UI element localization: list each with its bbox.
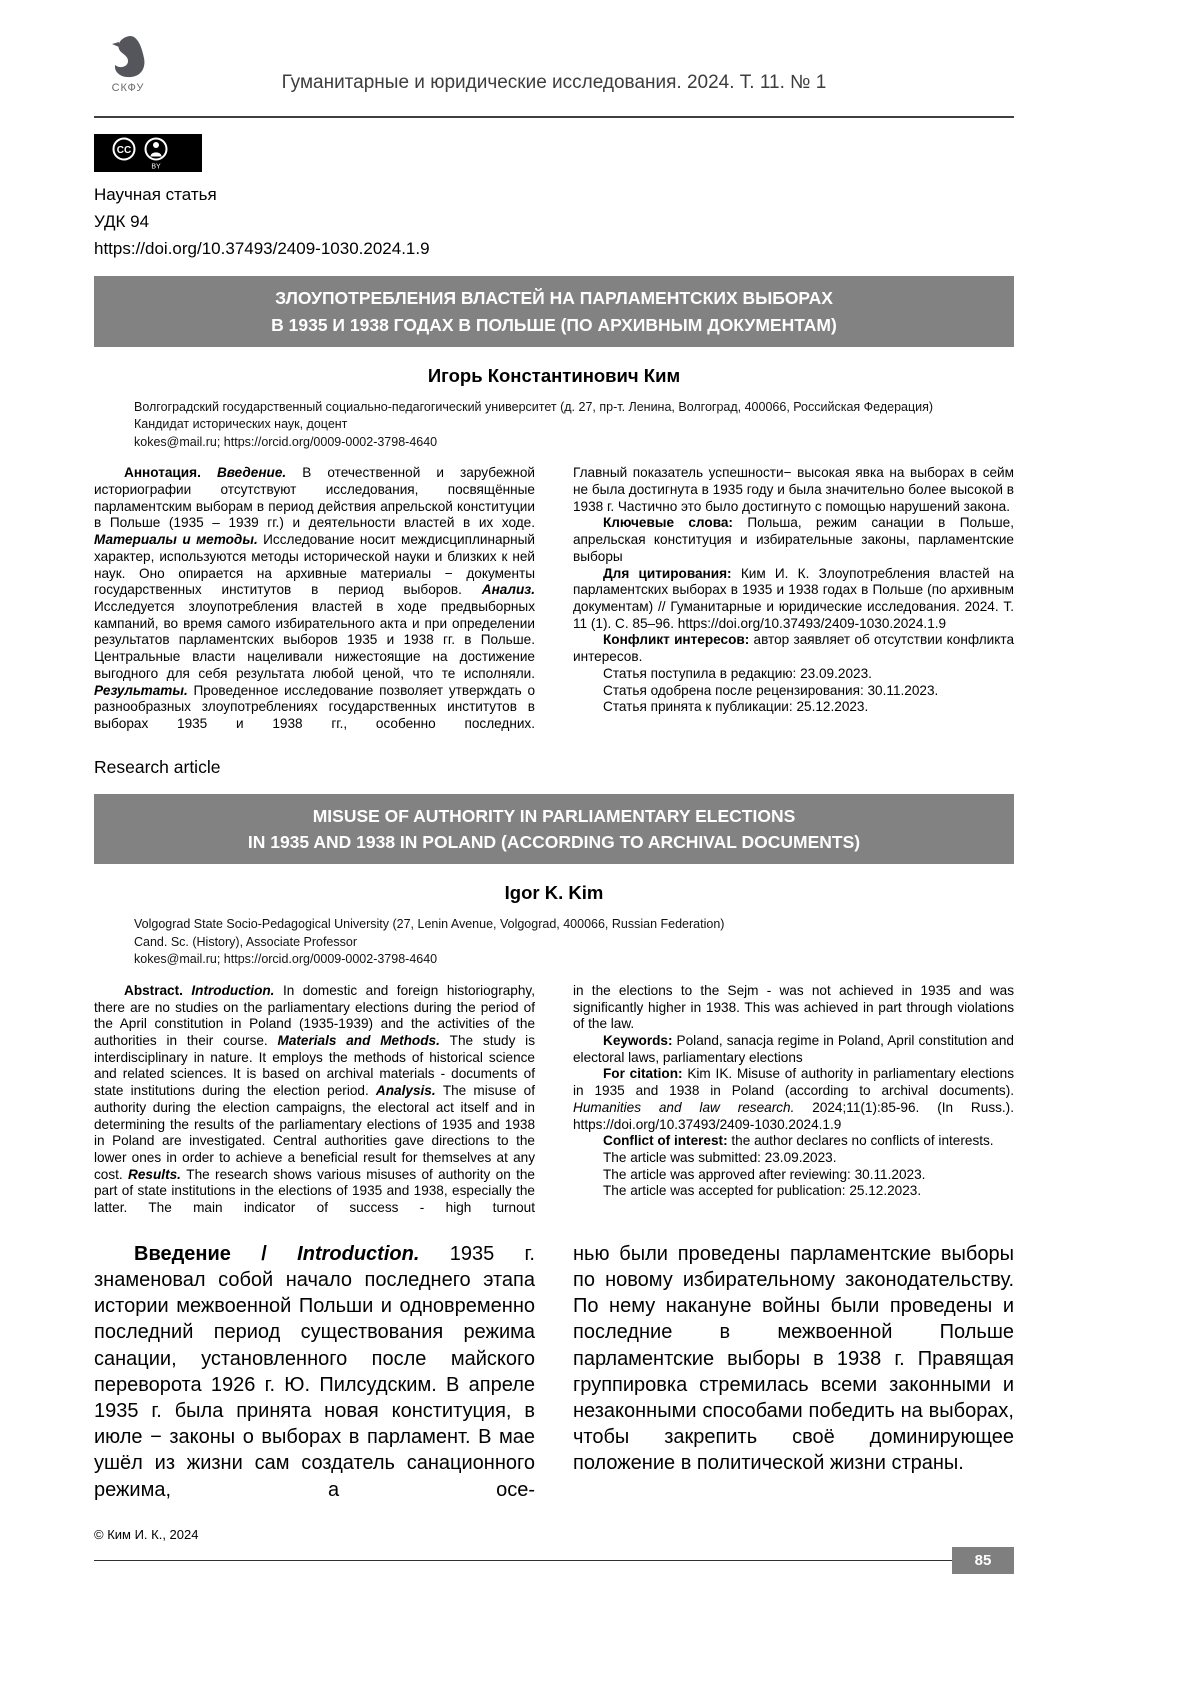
affiliation-ru	[94, 399, 1014, 452]
affiliation-ru-university: Волгоградский государственный социально-педагогический университет (д. 27, пр-т. Ленина, Волгоград, 400066, Российская Федерация)	[134, 399, 934, 414]
affiliation-en-degree: Cand. Sc. (History), Associate Professor	[134, 934, 357, 949]
abstract-en-right-column: in the elections to the Sejm - was not achieved in 1935 and was significantly higher in 1938. This was achieved in part through violations of the law. Keywords: Poland, sanacja regime in Poland, April constitution and electoral laws, parliamentary elections For citation: Kim IK. Misuse of authority in parliamentary elections in 1935 and 1938 in Poland (according to archival documents). Humanities and law research. 2024;11(1):85-96. (In Russ.). https://doi.org/10.37493/2409-1030.2024.1.9 Conflict of interest: the author declares no conflicts of interests. The article was submitted: 23.09.2023. The article was approved after reviewing: 30.11.2023. The article was accepted for publication: 25.12.2023.	[573, 982, 1014, 1199]
page-number-badge: 85	[952, 1547, 1014, 1574]
abstract-en-left-column: Abstract. Introduction. In domestic and foreign historiography, there are no studies on the parliamentary elections during the period of the April constitution in Poland (1935-1939) and the activities of the authorities in their course. Materials and Methods. The study is interdisciplinary in nature. It employs the methods of historical science and related sciences. It is based on archival materials - documents of state institutions during the election period. Analysis. The misuse of authority during the election campaigns, the electoral act itself and in determining the results of the parliamentary elections of 1935 and 1938 in Poland are investigated. Central authorities gave directions to the lower ones in order to achieve a beneficial result for themselves at any cost. Results. The research shows various misuses of authority on the part of state institutions in the elections of 1935 and 1938, especially the latter. The main indicator of success - high turnout	[94, 982, 536, 1216]
article-title-en-line2: IN 1935 AND 1938 IN POLAND (ACCORDING TO ARCHIVAL DOCUMENTS)	[247, 832, 861, 853]
svg-text:BY: BY	[151, 163, 161, 171]
article-title-ru	[94, 276, 1014, 347]
author-name-ru: Игорь Константинович Ким	[427, 364, 681, 386]
article-type-en: Research article	[94, 756, 221, 777]
body-left-column: Введение / Introduction. 1935 г. знаменовал собой начало последнего этапа истории межвоенной Польши и одновременно последний период существования режима санации, установленного после майского переворота 1926 г. Ю. Пилсудским. В апреле 1935 г. была принята новая конституция, в июле − законы о выборах в парламент. В мае ушёл из жизни сам создатель санационного режима, а осе-	[94, 1242, 535, 1501]
masthead	[94, 0, 1014, 118]
journal-title: Гуманитарные и юридические исследования. 2024. Т. 11. № 1	[281, 72, 827, 93]
footer-rule-row	[94, 1547, 1014, 1574]
udc-number: УДК 94	[94, 212, 150, 232]
svg-text:CC: CC	[116, 145, 132, 156]
article-title-ru-line1: ЗЛОУПОТРЕБЛЕНИЯ ВЛАСТЕЙ НА ПАРЛАМЕНТСКИХ ВЫБОРАХ	[275, 288, 833, 309]
affiliation-ru-degree: Кандидат исторических наук, доцент	[134, 417, 348, 432]
copyright-notice: © Ким И. К., 2024	[94, 1526, 199, 1542]
affiliation-en-university: Volgograd State Socio-Pedagogical University (27, Lenin Avenue, Volgograd, 400066, Russian Federation)	[134, 917, 725, 932]
article-title-ru-line2: В 1935 И 1938 ГОДАХ В ПОЛЬШЕ (ПО АРХИВНЫМ ДОКУМЕНТАМ)	[271, 314, 837, 335]
abstract-en	[94, 983, 1014, 1217]
article-body	[94, 1241, 1014, 1503]
cc-by-license-badge[interactable]	[94, 134, 1014, 172]
article-title-en	[94, 794, 1014, 865]
page-content	[94, 0, 1014, 1574]
cc-by-icon	[94, 145, 202, 176]
affiliation-ru-contact-link[interactable]: kokes@mail.ru; https://orcid.org/0009-0002-3798-4640	[134, 434, 438, 449]
abstract-ru-left-column: Аннотация. Введение. В отечественной и зарубежной историографии отсутствуют исследования, посвящённые парламентским выборам в период действия апрельской конституции в Польше (1935 – 1939 гг.) и деятельности властей в их ходе. Материалы и методы. Исследование носит междисциплинарный характер, используются методы исторической науки и близких к ней наук. Оно опирается на архивные материалы − документы государственных институтов в период выборов. Анализ. Исследуется злоупотребления властей в ходе предвыборных кампаний, во время самого избирательного акта и при определении результатов парламентских выборов 1935 и 1938 гг. в Польше. Центральные власти нацеливали нижестоящие на достижение выгодного для себя результата любой ценой, что те исполняли. Результаты. Проведенное исследование позволяет утверждать о разнообразных злоупотреблениях государственных институтов в выборах 1935 и 1938 гг., особенно последних.	[94, 465, 536, 732]
logo-text: СКФУ	[111, 82, 145, 94]
article-title-en-line1: MISUSE OF AUTHORITY IN PARLIAMENTARY ELECTIONS	[312, 805, 796, 826]
affiliation-en	[94, 916, 1014, 969]
author-name-en: Igor K. Kim	[504, 882, 604, 904]
affiliation-en-contact-link[interactable]: kokes@mail.ru; https://orcid.org/0009-0002-3798-4640	[134, 952, 438, 967]
page-footer	[94, 1527, 1014, 1574]
article-type-ru: Научная статья	[94, 185, 217, 204]
doi-link[interactable]: https://doi.org/10.37493/2409-1030.2024.1.9	[94, 239, 430, 259]
abstract-ru-right-column: Главный показатель успешности− высокая явка на выборах в сейм не была достигнута в 1935 году и была значительно более высокой в 1938 г. Частично это было достигнуто с помощью нарушений закона. Ключевые слова: Польша, режим санации в Польше, апрельская конституция и избирательные законы, парламентские выборы Для цитирования: Ким И. К. Злоупотребления властей на парламентских выборах в 1935 и 1938 годах в Польше (по архивным документам) // Гуманитарные и юридические исследования. 2024. Т. 11 (1). С. 85–96. https://doi.org/10.37493/2409-1030.2024.1.9 Конфликт интересов: автор заявляет об отсутствии конфликта интересов. Статья поступила в редакцию: 23.09.2023. Статья одобрена после рецензирования: 30.11.2023. Статья принята к публикации: 25.12.2023.	[573, 465, 1014, 715]
footer-rule	[94, 1560, 952, 1561]
abstract-ru	[94, 465, 1014, 733]
body-right-column: нью были проведены парламентские выборы по новому избирательному законодательству. По нему накануне войны были проведены и последние в межвоенной Польше парламентские выборы в 1938 г. Правящая группировка стремилась всеми законными и незаконными способами победить на выборах, чтобы закрепить своё доминирующее положение в политической жизни страны.	[573, 1242, 1014, 1475]
